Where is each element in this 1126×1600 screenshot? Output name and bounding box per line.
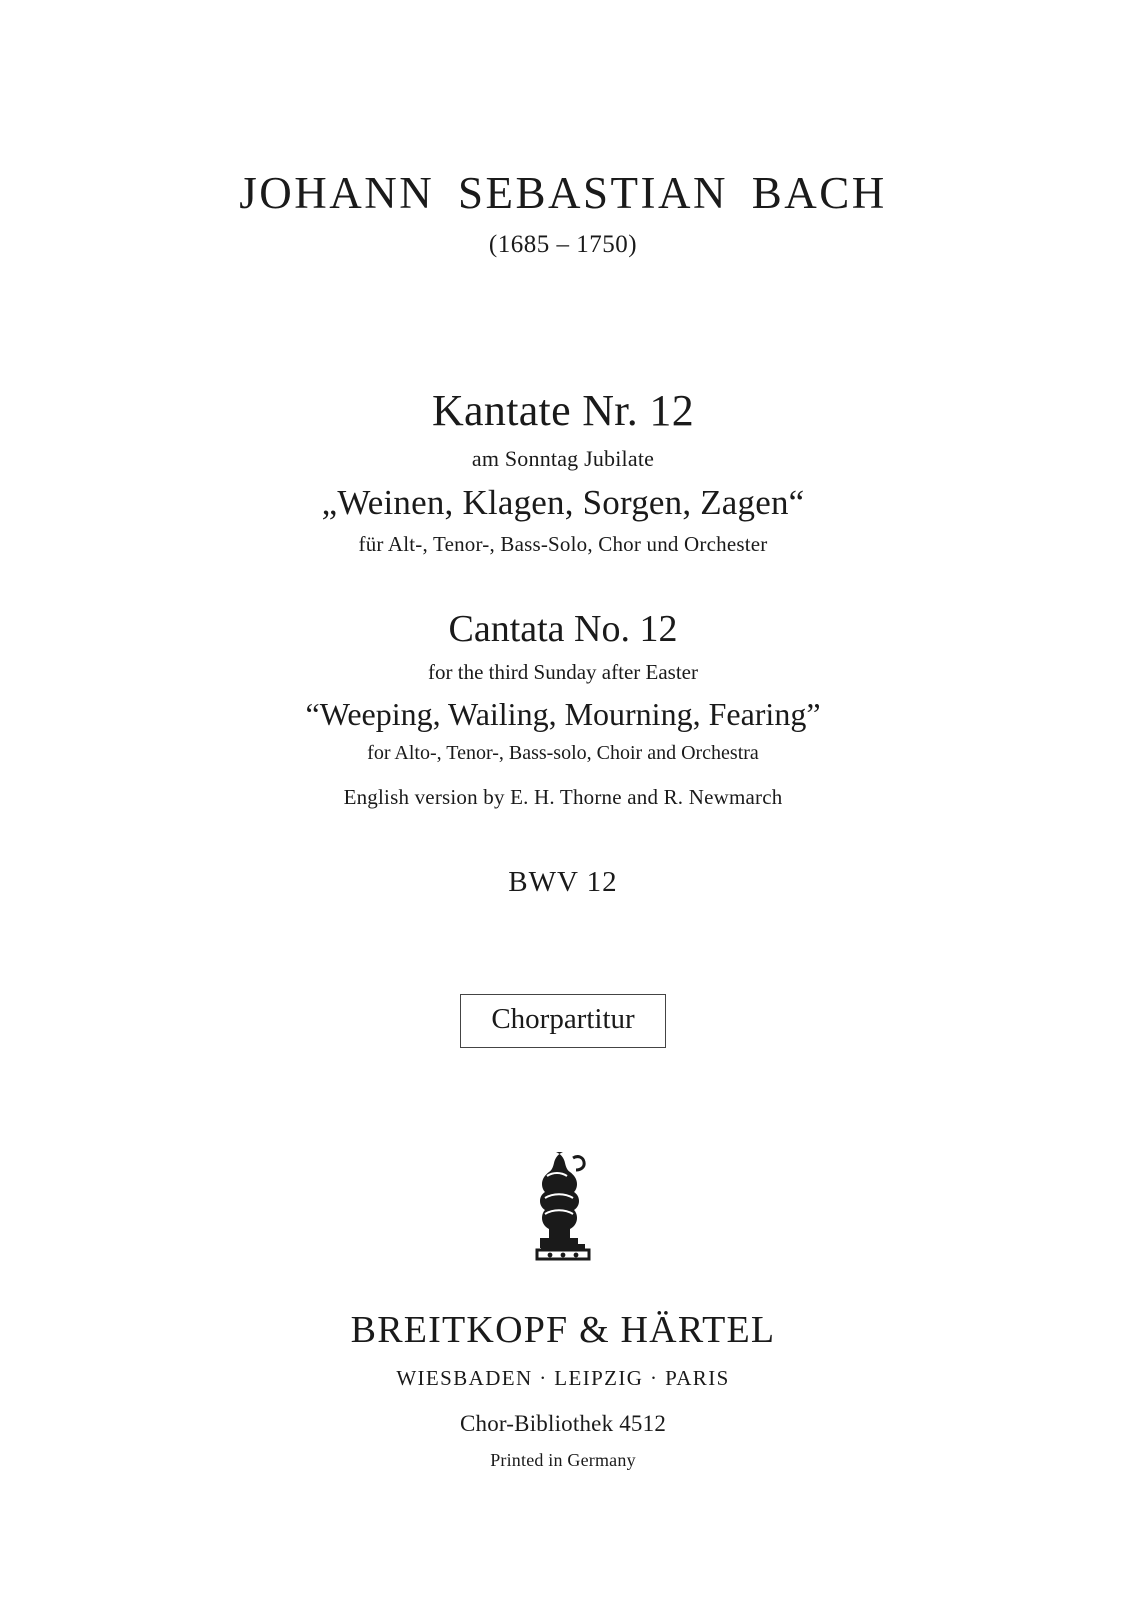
publisher-name: BREITKOPF & HÄRTEL [350,1308,776,1351]
english-occasion: for the third Sunday after Easter [428,660,698,685]
english-translators: English version by E. H. Thorne and R. Newmarch [343,785,783,810]
german-title-block [0,387,1126,556]
composer-name: JOHANN SEBASTIAN BACH [239,168,887,218]
english-incipit: “Weeping, Wailing, Mourning, Fearing” [305,696,821,733]
printing-country: Printed in Germany [490,1449,636,1470]
english-work-title: Cantata No. 12 [448,607,678,650]
imprint-block [0,1308,1126,1471]
publisher-logo [0,1146,1126,1286]
catalogue-number: BWV 12 [508,866,618,899]
german-incipit: „Weinen, Klagen, Sorgen, Zagen“ [321,482,805,522]
german-forces: für Alt-, Tenor-, Bass-Solo, Chor und Orchester [358,531,768,556]
composer-dates: (1685 – 1750) [488,231,638,259]
series-number: Chor-Bibliothek 4512 [459,1410,667,1436]
composer-block [0,170,1126,259]
german-work-title: Kantate Nr. 12 [431,386,694,436]
edition-format-wrap [0,994,1126,1047]
english-forces: for Alto-, Tenor-, Bass-solo, Choir and Orchestra [367,742,759,765]
english-title-block [0,609,1126,811]
edition-format-badge: Chorpartitur [460,994,665,1047]
german-occasion: am Sonntag Jubilate [471,445,655,471]
publisher-cities: WIESBADEN · LEIPZIG · PARIS [396,1365,730,1390]
